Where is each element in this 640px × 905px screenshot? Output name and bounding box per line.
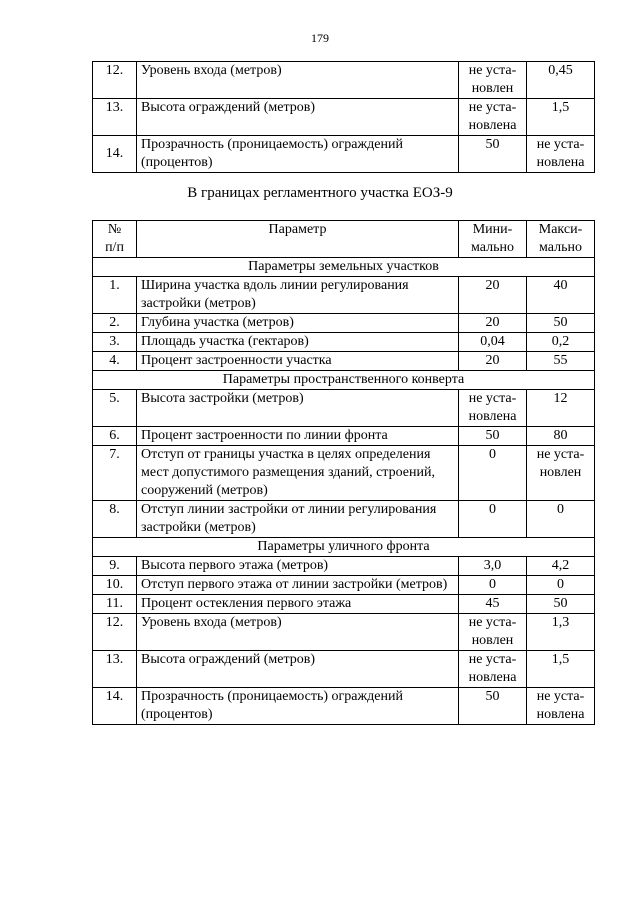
min-value: 50 <box>459 427 527 446</box>
param-name: Уровень входа (метров) <box>137 62 459 99</box>
max-value: 1,5 <box>527 99 595 136</box>
param-name: Уровень входа (метров) <box>137 614 459 651</box>
param-name: Ширина участка вдоль линии регулирования застройки (метров) <box>137 277 459 314</box>
min-value: 0,04 <box>459 333 527 352</box>
row-number: 14. <box>93 136 137 173</box>
min-value: 0 <box>459 501 527 538</box>
param-name: Отступ линии застройки от линии регулирования застройки (метров) <box>137 501 459 538</box>
min-value: 0 <box>459 576 527 595</box>
header-num: № п/п <box>93 221 137 258</box>
table-row <box>93 136 595 173</box>
table-row <box>93 595 595 614</box>
min-value: не уста- новлен <box>459 614 527 651</box>
section-title: Параметры пространственного конверта <box>93 371 595 390</box>
table-continuation <box>92 61 595 173</box>
row-number: 8. <box>93 501 137 538</box>
page-number: 179 <box>311 31 329 45</box>
max-value: 40 <box>527 277 595 314</box>
param-name: Прозрачность (проницаемость) ограждений (процентов) <box>137 688 459 725</box>
max-value: 0,45 <box>527 62 595 99</box>
param-name: Высота первого этажа (метров) <box>137 557 459 576</box>
section-row <box>93 371 595 390</box>
param-name: Высота ограждений (метров) <box>137 99 459 136</box>
row-number: 13. <box>93 99 137 136</box>
section-row <box>93 258 595 277</box>
max-value: не уста- новлен <box>527 446 595 501</box>
row-number: 10. <box>93 576 137 595</box>
min-value: не уста- новлена <box>459 651 527 688</box>
max-value: 1,5 <box>527 651 595 688</box>
header-param: Параметр <box>137 221 459 258</box>
section-heading: В границах регламентного участка ЕОЗ-9 <box>187 185 453 201</box>
row-number: 12. <box>93 614 137 651</box>
max-value: 1,3 <box>527 614 595 651</box>
table-row <box>93 62 595 99</box>
min-value: не уста- новлен <box>459 62 527 99</box>
max-value: 50 <box>527 314 595 333</box>
section-title: Параметры земельных участков <box>93 258 595 277</box>
param-name: Процент застроенности участка <box>137 352 459 371</box>
min-value: не уста- новлена <box>459 99 527 136</box>
row-number: 3. <box>93 333 137 352</box>
table-row <box>93 651 595 688</box>
min-value: 20 <box>459 277 527 314</box>
row-number: 11. <box>93 595 137 614</box>
max-value: 80 <box>527 427 595 446</box>
table-row <box>93 314 595 333</box>
param-name: Процент остекления первого этажа <box>137 595 459 614</box>
min-value: не уста- новлена <box>459 390 527 427</box>
param-name: Процент застроенности по линии фронта <box>137 427 459 446</box>
table-row <box>93 576 595 595</box>
table-row <box>93 688 595 725</box>
max-value: 55 <box>527 352 595 371</box>
param-name: Отступ от границы участка в целях определения мест допустимого размещения зданий, строений, сооружений (метров) <box>137 446 459 501</box>
row-number: 12. <box>93 62 137 99</box>
table-row <box>93 614 595 651</box>
section-row <box>93 538 595 557</box>
table-row <box>93 446 595 501</box>
min-value: 0 <box>459 446 527 501</box>
max-value: не уста- новлена <box>527 688 595 725</box>
param-name: Глубина участка (метров) <box>137 314 459 333</box>
max-value: 50 <box>527 595 595 614</box>
row-number: 9. <box>93 557 137 576</box>
max-value: 0 <box>527 501 595 538</box>
param-name: Высота застройки (метров) <box>137 390 459 427</box>
row-number: 14. <box>93 688 137 725</box>
min-value: 20 <box>459 352 527 371</box>
param-name: Площадь участка (гектаров) <box>137 333 459 352</box>
table-row <box>93 390 595 427</box>
parameters-table <box>92 220 595 725</box>
max-value: 4,2 <box>527 557 595 576</box>
table-row <box>93 352 595 371</box>
header-max: Макси- мально <box>527 221 595 258</box>
row-number: 7. <box>93 446 137 501</box>
row-number: 4. <box>93 352 137 371</box>
table-row <box>93 333 595 352</box>
section-title: Параметры уличного фронта <box>93 538 595 557</box>
table-row <box>93 277 595 314</box>
table-row <box>93 427 595 446</box>
max-value: 0,2 <box>527 333 595 352</box>
max-value: 0 <box>527 576 595 595</box>
min-value: 50 <box>459 136 527 173</box>
row-number: 6. <box>93 427 137 446</box>
table-row <box>93 557 595 576</box>
table-header-row <box>93 221 595 258</box>
min-value: 50 <box>459 688 527 725</box>
row-number: 5. <box>93 390 137 427</box>
row-number: 2. <box>93 314 137 333</box>
min-value: 20 <box>459 314 527 333</box>
row-number: 1. <box>93 277 137 314</box>
min-value: 3,0 <box>459 557 527 576</box>
param-name: Высота ограждений (метров) <box>137 651 459 688</box>
header-min: Мини- мально <box>459 221 527 258</box>
table-row <box>93 501 595 538</box>
row-number: 13. <box>93 651 137 688</box>
param-name: Отступ первого этажа от линии застройки (метров) <box>137 576 459 595</box>
max-value: не уста- новлена <box>527 136 595 173</box>
min-value: 45 <box>459 595 527 614</box>
table-row <box>93 99 595 136</box>
max-value: 12 <box>527 390 595 427</box>
param-name: Прозрачность (проницаемость) ограждений (процентов) <box>137 136 459 173</box>
